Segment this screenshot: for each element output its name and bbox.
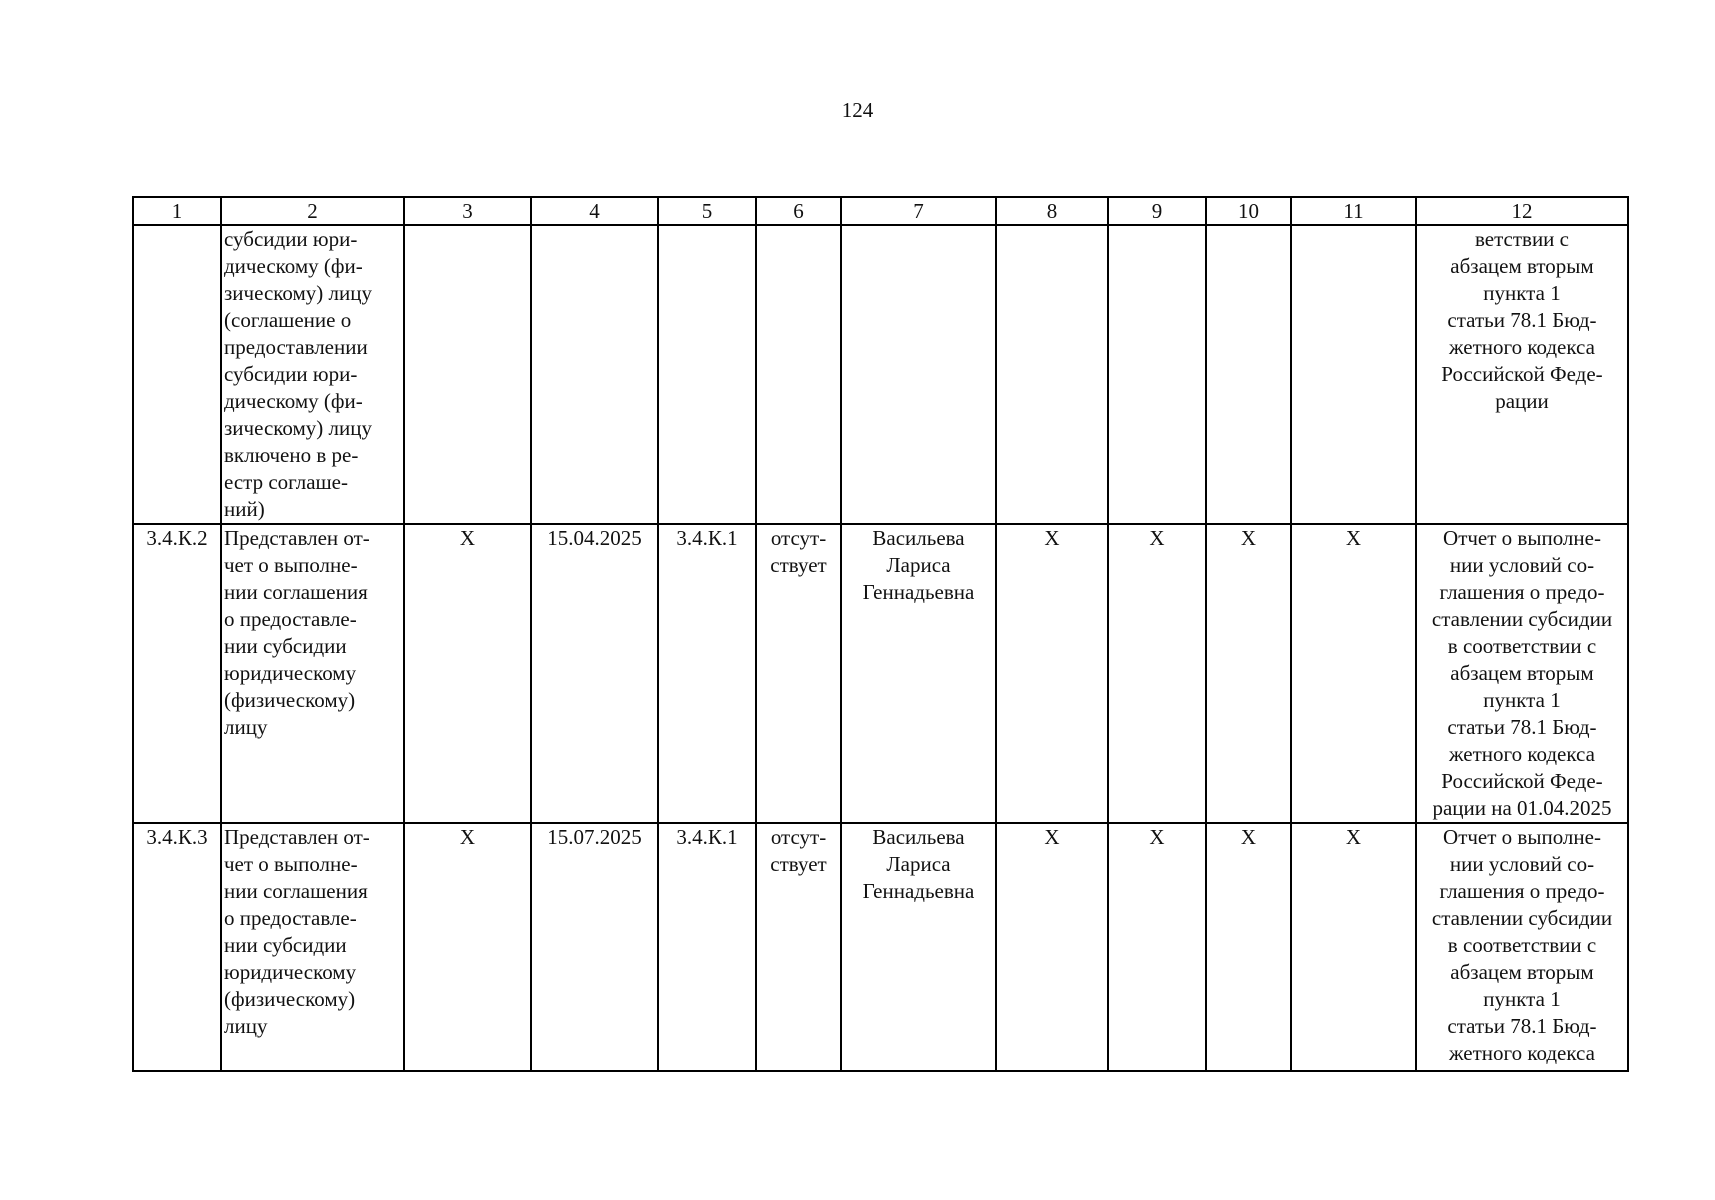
row-person-cell: Васильева Лариса Геннадьевна [841,823,996,1071]
table-cell: X [1108,524,1206,823]
column-header: 6 [756,197,841,225]
row-ref-cell: 3.4.К.1 [658,524,756,823]
row-document-cell: Отчет о выполне- нии условий со- глашения о предо- ставлении субсидии в соответствии с абзацем вторым пункта 1 статьи 78.1 Бюд- жетного кодекса [1416,823,1628,1071]
table-cell [404,225,531,524]
row-description-cell: субсидии юри- дическому (фи- зическому) лицу (соглашение о предоставлении субсидии юри- дическому (фи- зическому) лицу включено в ре- естр соглаше- ний) [221,225,404,524]
row-document-cell: Отчет о выполне- нии условий со- глашения о предо- ставлении субсидии в соответствии с абзацем вторым пункта 1 статьи 78.1 Бюд- жетного кодекса Российской Феде- рации на 01.04.2025 [1416,524,1628,823]
row-code-cell: 3.4.К.2 [133,524,221,823]
table-row [133,524,1628,823]
table-cell: X [404,524,531,823]
page-number: 124 [841,98,874,122]
plan-table [132,196,1629,1072]
column-header: 8 [996,197,1108,225]
row-document-cell: ветствии с абзацем вторым пункта 1 статьи 78.1 Бюд- жетного кодекса Российской Феде- рации [1416,225,1628,524]
table-cell: X [1206,524,1291,823]
table-cell: X [1291,524,1416,823]
table-cell: X [996,823,1108,1071]
table-cell: отсут- ствует [756,524,841,823]
table-cell: X [996,524,1108,823]
row-date-cell [531,225,658,524]
table-cell: X [404,823,531,1071]
column-header: 12 [1416,197,1628,225]
column-header: 4 [531,197,658,225]
column-header: 11 [1291,197,1416,225]
table-row [133,225,1628,524]
table-cell [1291,225,1416,524]
row-description-cell: Представлен от- чет о выполне- нии соглашения о предоставле- нии субсидии юридическому (физическому) лицу [221,524,404,823]
table-cell: отсут- ствует [756,823,841,1071]
column-header: 2 [221,197,404,225]
column-header: 7 [841,197,996,225]
row-ref-cell [658,225,756,524]
row-ref-cell: 3.4.К.1 [658,823,756,1071]
row-date-cell: 15.04.2025 [531,524,658,823]
column-number-row [133,197,1628,225]
row-date-cell: 15.07.2025 [531,823,658,1071]
table-cell [1108,225,1206,524]
row-person-cell [841,225,996,524]
table-cell [756,225,841,524]
column-header: 10 [1206,197,1291,225]
table-cell [1206,225,1291,524]
table-cell: X [1108,823,1206,1071]
row-person-cell: Васильева Лариса Геннадьевна [841,524,996,823]
column-header: 9 [1108,197,1206,225]
column-header: 3 [404,197,531,225]
table-row [133,823,1628,1071]
row-code-cell: 3.4.К.3 [133,823,221,1071]
table-cell [996,225,1108,524]
column-header: 1 [133,197,221,225]
column-header: 5 [658,197,756,225]
table-cell: X [1206,823,1291,1071]
table-cell: X [1291,823,1416,1071]
row-code-cell [133,225,221,524]
row-description-cell: Представлен от- чет о выполне- нии соглашения о предоставле- нии субсидии юридическому (физическому) лицу [221,823,404,1071]
